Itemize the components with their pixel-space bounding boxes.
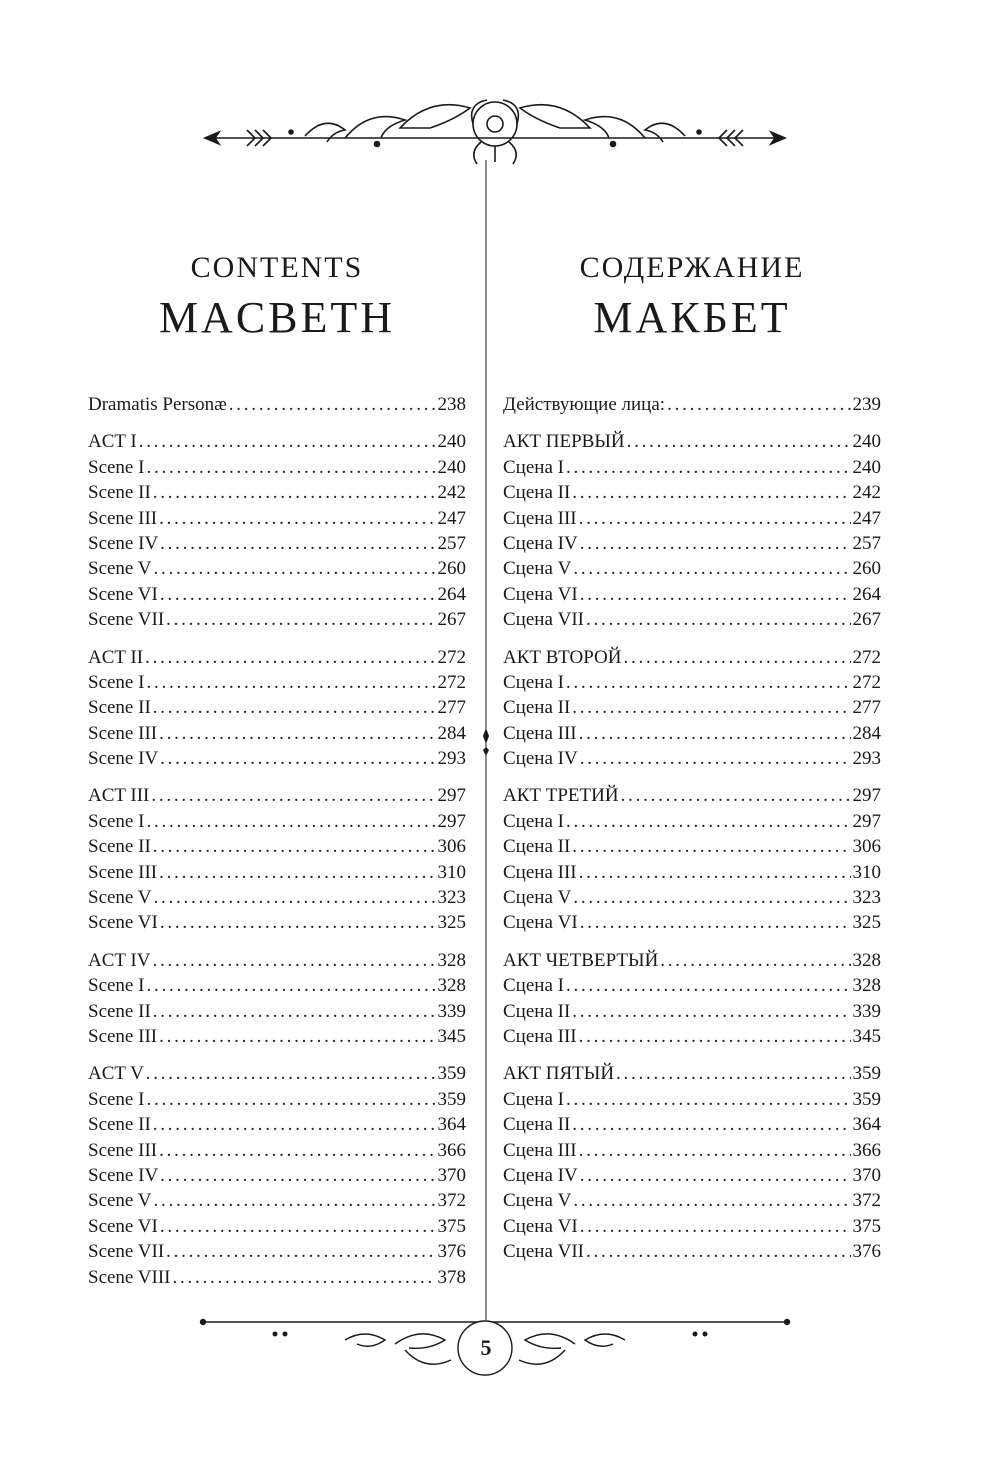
dot-leader	[572, 480, 850, 505]
toc-entry[interactable]	[503, 948, 881, 973]
toc-entry-page: 272	[852, 671, 881, 693]
toc-entry[interactable]	[88, 1138, 466, 1163]
dot-leader	[624, 645, 851, 670]
toc-entry[interactable]	[88, 1214, 466, 1239]
center-divider-rule	[483, 160, 489, 1320]
toc-entry-page: 238	[437, 394, 466, 415]
dot-leader	[580, 531, 851, 556]
toc-entry[interactable]	[88, 506, 466, 531]
toc-entry-label: Scene II	[88, 1114, 151, 1136]
toc-entry-label: Scene V	[88, 558, 152, 580]
toc-entry-label: ACT IV	[88, 949, 151, 971]
dot-leader	[579, 1138, 851, 1163]
dot-leader	[667, 392, 850, 417]
toc-entry-page: 364	[437, 1114, 466, 1136]
contents-column-russian	[503, 250, 881, 1277]
toc-entry[interactable]	[88, 1112, 466, 1137]
dot-leader	[573, 885, 850, 910]
dot-leader	[146, 973, 435, 998]
toc-entry-page: 339	[852, 1000, 881, 1022]
toc-entry-label: Сцена I	[503, 1088, 564, 1110]
dot-leader	[159, 721, 435, 746]
toc-entry-label: Scene VII	[88, 1241, 165, 1263]
toc-entry-label: Сцена V	[503, 887, 572, 909]
dot-leader	[580, 910, 851, 935]
toc-entry[interactable]	[88, 429, 466, 454]
toc-entry[interactable]	[88, 607, 466, 632]
dot-leader	[154, 885, 436, 910]
dot-leader	[566, 670, 851, 695]
toc-entry-page: 242	[437, 482, 466, 504]
toc-entry[interactable]	[88, 1024, 466, 1049]
toc-entry-label: ACT I	[88, 431, 137, 453]
toc-group	[88, 783, 466, 935]
toc-entry-page: 240	[852, 431, 881, 453]
toc-entry-page: 277	[437, 697, 466, 719]
toc-group	[88, 1061, 466, 1290]
toc-entry-page: 370	[852, 1164, 881, 1186]
toc-entry-label: Scene II	[88, 836, 151, 858]
toc-entry[interactable]	[88, 531, 466, 556]
toc-entry-label: Сцена III	[503, 722, 577, 744]
play-title: МАКБЕТ	[593, 293, 791, 342]
toc-entry-label: Сцена I	[503, 456, 564, 478]
toc-entry-label: Сцена III	[503, 507, 577, 529]
toc-entry[interactable]	[88, 392, 466, 417]
toc-entry[interactable]	[503, 531, 881, 556]
toc-entry[interactable]	[88, 695, 466, 720]
toc-entry-page: 267	[437, 609, 466, 631]
dot-leader	[160, 1214, 436, 1239]
toc-entry[interactable]	[503, 480, 881, 505]
dot-leader	[586, 607, 850, 632]
toc-entry[interactable]	[503, 999, 881, 1024]
toc-entry-label: Сцена II	[503, 482, 571, 504]
toc-entry-page: 310	[852, 861, 881, 883]
dot-leader	[580, 746, 851, 771]
dot-leader	[573, 1188, 850, 1213]
toc-entry-page: 328	[852, 949, 881, 971]
toc-entry[interactable]	[503, 809, 881, 834]
toc-group	[503, 392, 881, 417]
dot-leader	[160, 531, 435, 556]
toc-entry-page: 325	[852, 912, 881, 934]
contents-heading: СОДЕРЖАНИЕ	[579, 251, 805, 284]
toc-entry-page: 376	[852, 1241, 881, 1263]
toc-entry[interactable]	[503, 1214, 881, 1239]
toc-entry[interactable]	[88, 1087, 466, 1112]
toc-entry-page: 378	[437, 1266, 466, 1288]
toc-entry-label: АКТ ТРЕТИЙ	[503, 785, 619, 807]
toc-entry-label: АКТ ПЯТЫЙ	[503, 1063, 615, 1085]
toc-entry-page: 370	[437, 1164, 466, 1186]
toc-entry-page: 297	[437, 810, 466, 832]
dot-leader	[166, 1239, 435, 1264]
toc-entry-page: 297	[852, 785, 881, 807]
toc-entry-page: 323	[437, 887, 466, 909]
toc-entry[interactable]	[503, 860, 881, 885]
dot-leader	[579, 860, 851, 885]
dot-leader	[580, 1163, 851, 1188]
toc-entry-page: 325	[437, 912, 466, 934]
toc-entry-page: 242	[852, 482, 881, 504]
toc-entry[interactable]	[503, 1188, 881, 1213]
toc-entry[interactable]	[503, 1087, 881, 1112]
dot-leader	[572, 834, 850, 859]
dot-leader	[139, 429, 436, 454]
dot-leader	[160, 910, 436, 935]
dot-leader	[566, 973, 851, 998]
toc-entry-page: 359	[437, 1063, 466, 1085]
toc-entry[interactable]	[88, 480, 466, 505]
toc-entry-page: 364	[852, 1114, 881, 1136]
dot-leader	[159, 1138, 435, 1163]
toc-entry-label: Scene I	[88, 1088, 145, 1110]
toc-entry-page: 372	[852, 1190, 881, 1212]
dot-leader	[586, 1239, 850, 1264]
toc-group	[88, 948, 466, 1050]
dot-leader	[153, 834, 436, 859]
toc-entry-label: Сцена VI	[503, 912, 578, 934]
toc-entry-label: Scene I	[88, 456, 145, 478]
dot-leader	[579, 506, 851, 531]
toc-entry[interactable]	[503, 429, 881, 454]
toc-entry-label: Сцена II	[503, 697, 571, 719]
toc-entry-page: 264	[852, 583, 881, 605]
toc-entry-page: 297	[852, 810, 881, 832]
toc-group	[88, 645, 466, 772]
toc-entry-page: 359	[852, 1088, 881, 1110]
toc-entry-label: Сцена II	[503, 836, 571, 858]
toc-entry[interactable]	[88, 809, 466, 834]
toc-entry-page: 297	[437, 785, 466, 807]
toc-entry[interactable]	[88, 973, 466, 998]
toc-entry-page: 306	[852, 836, 881, 858]
toc-entry-label: Scene IV	[88, 532, 159, 554]
toc-entry-label: Сцена III	[503, 861, 577, 883]
dot-leader	[160, 582, 436, 607]
toc-entry[interactable]	[503, 695, 881, 720]
toc-entry[interactable]	[88, 645, 466, 670]
top-ornament-icon	[195, 88, 795, 168]
toc-entry-page: 372	[437, 1190, 466, 1212]
dot-leader	[621, 783, 851, 808]
dot-leader	[152, 948, 435, 973]
dot-leader	[229, 392, 436, 417]
toc-entry-label: Scene III	[88, 507, 158, 529]
toc-entry-label: АКТ ВТОРОЙ	[503, 646, 622, 668]
toc-entry[interactable]	[503, 556, 881, 581]
toc-entry[interactable]	[88, 1188, 466, 1213]
toc-list	[88, 392, 466, 1290]
toc-entry-page: 247	[852, 507, 881, 529]
play-title: MACBETH	[158, 293, 396, 342]
toc-entry-page: 284	[852, 722, 881, 744]
toc-entry[interactable]	[503, 1061, 881, 1086]
dot-leader	[146, 455, 435, 480]
toc-entry-label: Сцена VII	[503, 609, 585, 631]
dot-leader	[153, 695, 436, 720]
toc-entry-page: 239	[852, 394, 881, 415]
toc-group	[88, 429, 466, 632]
toc-entry-page: 328	[852, 975, 881, 997]
toc-entry-label: Сцена VI	[503, 583, 578, 605]
toc-entry[interactable]	[88, 834, 466, 859]
toc-entry[interactable]	[88, 999, 466, 1024]
dot-leader	[146, 670, 435, 695]
toc-entry-label: ACT V	[88, 1063, 144, 1085]
toc-entry-page: 345	[437, 1025, 466, 1047]
dot-leader	[572, 1112, 850, 1137]
toc-entry[interactable]	[503, 607, 881, 632]
toc-entry[interactable]	[503, 670, 881, 695]
dot-leader	[159, 860, 435, 885]
toc-entry[interactable]	[503, 910, 881, 935]
toc-entry-label: Scene IV	[88, 748, 159, 770]
toc-entry-page: 366	[437, 1139, 466, 1161]
toc-entry-page: 267	[852, 609, 881, 631]
toc-entry-page: 260	[852, 558, 881, 580]
toc-entry-label: Действующие лица:	[503, 394, 666, 415]
toc-entry-label: Scene VI	[88, 583, 158, 605]
toc-entry-page: 339	[437, 1000, 466, 1022]
toc-group	[503, 429, 881, 632]
toc-entry-label: Scene VII	[88, 609, 165, 631]
dot-leader	[151, 783, 435, 808]
toc-entry-page: 240	[437, 456, 466, 478]
toc-entry-label: Сцена IV	[503, 748, 578, 770]
dot-leader	[616, 1061, 850, 1086]
toc-entry-label: Scene II	[88, 697, 151, 719]
toc-entry-page: 310	[437, 861, 466, 883]
toc-entry-label: Сцена V	[503, 558, 572, 580]
toc-entry-label: Dramatis Personæ	[88, 394, 227, 415]
toc-entry[interactable]	[88, 1265, 466, 1290]
dot-leader	[159, 506, 435, 531]
toc-entry-page: 328	[437, 949, 466, 971]
toc-entry-label: Сцена I	[503, 810, 564, 832]
dot-leader	[154, 1188, 436, 1213]
dot-leader	[573, 556, 850, 581]
toc-entry-page: 323	[852, 887, 881, 909]
dot-leader	[153, 480, 436, 505]
toc-entry-page: 375	[437, 1215, 466, 1237]
toc-entry[interactable]	[503, 721, 881, 746]
toc-entry-page: 345	[852, 1025, 881, 1047]
toc-entry-label: Сцена VI	[503, 1215, 578, 1237]
toc-group	[503, 948, 881, 1050]
dot-leader	[627, 429, 851, 454]
toc-entry[interactable]	[503, 973, 881, 998]
toc-entry-label: Сцена VII	[503, 1241, 585, 1263]
toc-entry-page: 277	[852, 697, 881, 719]
toc-entry[interactable]	[503, 783, 881, 808]
toc-entry-label: АКТ ПЕРВЫЙ	[503, 431, 625, 453]
toc-entry-label: Scene V	[88, 887, 152, 909]
toc-entry-label: Сцена I	[503, 975, 564, 997]
dot-leader	[566, 809, 851, 834]
toc-entry[interactable]	[88, 670, 466, 695]
toc-entry-label: Scene II	[88, 1000, 151, 1022]
dot-leader	[166, 607, 435, 632]
toc-entry[interactable]	[88, 948, 466, 973]
toc-entry-page: 240	[437, 431, 466, 453]
toc-entry-label: ACT II	[88, 646, 144, 668]
toc-entry-page: 293	[437, 748, 466, 770]
toc-entry-page: 359	[437, 1088, 466, 1110]
dot-leader	[566, 455, 851, 480]
toc-entry-label: Scene III	[88, 1025, 158, 1047]
toc-group	[88, 392, 466, 417]
toc-entry-label: Scene VI	[88, 912, 158, 934]
toc-entry-label: Scene I	[88, 975, 145, 997]
toc-entry[interactable]	[88, 860, 466, 885]
dot-leader	[145, 645, 435, 670]
toc-entry-page: 247	[437, 507, 466, 529]
dot-leader	[154, 556, 436, 581]
toc-entry-label: Scene III	[88, 861, 158, 883]
toc-entry-page: 272	[437, 671, 466, 693]
toc-entry-page: 376	[437, 1241, 466, 1263]
dot-leader	[160, 746, 435, 771]
toc-entry-label: ACT III	[88, 785, 150, 807]
toc-entry-label: Scene III	[88, 1139, 158, 1161]
dot-leader	[580, 1214, 851, 1239]
toc-entry[interactable]	[88, 783, 466, 808]
toc-entry[interactable]	[503, 455, 881, 480]
dot-leader	[146, 1087, 435, 1112]
toc-entry-label: Scene VI	[88, 1215, 158, 1237]
dot-leader	[153, 1112, 436, 1137]
toc-entry-page: 375	[852, 1215, 881, 1237]
toc-entry-page: 328	[437, 975, 466, 997]
toc-entry-page: 257	[437, 532, 466, 554]
dot-leader	[160, 1163, 435, 1188]
toc-entry-page: 257	[852, 532, 881, 554]
toc-entry-label: Сцена III	[503, 1025, 577, 1047]
toc-entry[interactable]	[88, 1061, 466, 1086]
dot-leader	[660, 948, 850, 973]
dot-leader	[566, 1087, 851, 1112]
toc-list	[503, 392, 881, 1265]
dot-leader	[172, 1265, 435, 1290]
toc-entry-page: 260	[437, 558, 466, 580]
dot-leader	[146, 809, 435, 834]
toc-entry-label: Сцена II	[503, 1000, 571, 1022]
toc-entry-label: Scene I	[88, 671, 145, 693]
toc-entry[interactable]	[503, 1138, 881, 1163]
toc-entry-label: Scene I	[88, 810, 145, 832]
toc-entry-label: Scene V	[88, 1190, 152, 1212]
toc-entry-label: Сцена III	[503, 1139, 577, 1161]
toc-entry[interactable]	[88, 746, 466, 771]
toc-entry-label: Scene IV	[88, 1164, 159, 1186]
toc-entry-page: 240	[852, 456, 881, 478]
dot-leader	[580, 582, 851, 607]
toc-entry-label: Сцена IV	[503, 1164, 578, 1186]
dot-leader	[572, 695, 850, 720]
toc-entry[interactable]	[88, 455, 466, 480]
toc-entry-page: 306	[437, 836, 466, 858]
toc-entry-label: Scene III	[88, 722, 158, 744]
contents-column-english	[88, 250, 466, 1302]
dot-leader	[159, 1024, 435, 1049]
dot-leader	[579, 721, 851, 746]
contents-heading: CONTENTS	[190, 251, 364, 284]
toc-entry-page: 272	[437, 646, 466, 668]
dot-leader	[572, 999, 850, 1024]
toc-entry[interactable]	[88, 582, 466, 607]
toc-entry-label: Scene VIII	[88, 1266, 171, 1288]
toc-entry[interactable]	[503, 392, 881, 417]
toc-entry[interactable]	[503, 582, 881, 607]
toc-entry-label: Сцена I	[503, 671, 564, 693]
page-number: 5	[480, 1335, 492, 1360]
toc-group	[503, 1061, 881, 1264]
toc-entry[interactable]	[503, 746, 881, 771]
toc-entry-label: Scene II	[88, 482, 151, 504]
dot-leader	[153, 999, 436, 1024]
toc-entry-page: 272	[852, 646, 881, 668]
toc-entry-page: 264	[437, 583, 466, 605]
toc-entry-page: 293	[852, 748, 881, 770]
toc-entry[interactable]	[503, 1239, 881, 1264]
toc-entry[interactable]	[503, 1112, 881, 1137]
toc-entry-label: АКТ ЧЕТВЕРТЫЙ	[503, 949, 659, 971]
toc-entry[interactable]	[503, 645, 881, 670]
toc-entry[interactable]	[88, 1163, 466, 1188]
toc-entry-page: 366	[852, 1139, 881, 1161]
toc-entry-label: Сцена II	[503, 1114, 571, 1136]
toc-entry-label: Сцена IV	[503, 532, 578, 554]
toc-entry-page: 359	[852, 1063, 881, 1085]
dot-leader	[146, 1061, 436, 1086]
dot-leader	[579, 1024, 851, 1049]
toc-entry-page: 284	[437, 722, 466, 744]
toc-entry[interactable]	[88, 885, 466, 910]
toc-entry[interactable]	[88, 721, 466, 746]
toc-entry[interactable]	[503, 1024, 881, 1049]
toc-group	[503, 783, 881, 935]
toc-entry[interactable]	[88, 556, 466, 581]
toc-entry[interactable]	[88, 1239, 466, 1264]
toc-entry[interactable]	[503, 834, 881, 859]
toc-group	[503, 645, 881, 772]
toc-entry[interactable]	[88, 910, 466, 935]
toc-entry[interactable]	[503, 885, 881, 910]
toc-entry[interactable]	[503, 506, 881, 531]
toc-entry[interactable]	[503, 1163, 881, 1188]
toc-entry-label: Сцена V	[503, 1190, 572, 1212]
